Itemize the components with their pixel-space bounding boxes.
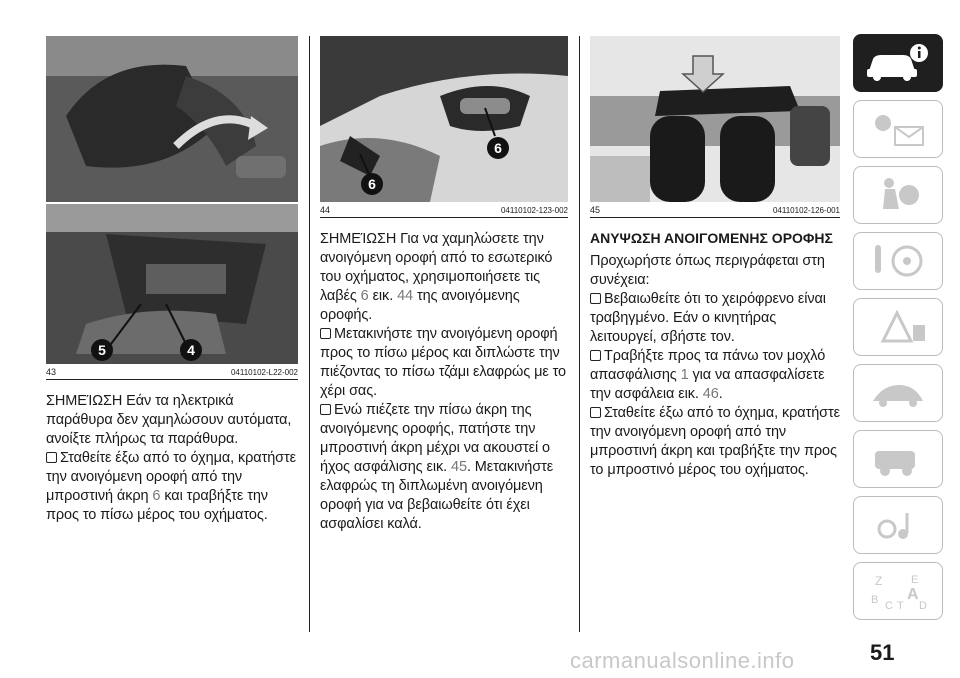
page-number: 51	[870, 640, 895, 665]
chapter-tabs	[853, 34, 943, 628]
tab-warning-lights[interactable]	[853, 100, 943, 158]
figure-43-caption	[46, 364, 298, 380]
checkbox-icon	[590, 293, 601, 304]
figure-43-bottom-photo	[46, 204, 298, 364]
tab-multimedia[interactable]	[853, 496, 943, 554]
figure-number: 45	[590, 205, 601, 215]
checkbox-icon	[320, 404, 331, 415]
figure-number: 44	[320, 205, 331, 215]
figure-44-photo	[320, 36, 568, 202]
svg-text:T: T	[897, 600, 904, 612]
figure-44-caption	[320, 202, 568, 218]
callout-6-right: 6	[494, 140, 502, 156]
checkbox-icon	[590, 350, 601, 361]
column-3	[590, 36, 840, 480]
multimedia-icon	[863, 503, 933, 547]
warning-lights-icon	[863, 107, 933, 151]
bullet-item: Μετακινήστε την ανοιγόμενη οροφή προς το πίσω μέρος και διπλώστε την πιέζοντας το πίσω τζάμι ελαφρώς με το χέρι σας.	[320, 326, 567, 399]
tab-car-info[interactable]	[853, 34, 943, 92]
bullet-item: Σταθείτε έξω από το όχημα, κρατήστε την ανοιγόμενη οροφή από την μπροστινή άκρη 6 και τραβήξτε την προς το πίσω μέρος του οχήματος.	[46, 450, 297, 523]
safety-airbag-icon	[863, 173, 933, 217]
tab-maintenance[interactable]	[853, 364, 943, 422]
section-heading: ΑΝΥΨΩΣΗ ΑΝΟΙΓΟΜΕΝΗΣ ΟΡΟΦΗΣ	[590, 230, 833, 246]
tab-safety[interactable]	[853, 166, 943, 224]
emergency-icon	[863, 305, 933, 349]
figure-45-caption	[590, 202, 840, 218]
watermark: carmanualsonline.info	[570, 648, 795, 673]
svg-text:B: B	[871, 594, 879, 606]
svg-text:Z: Z	[875, 574, 883, 588]
bullet-item: Ενώ πιέζετε την πίσω άκρη της ανοιγόμενης οροφής, πατήστε την μπροστινή άκρη μέχρι να ακουστεί ο ήχος ασφάλισης εικ. 45. Μετακινήστε ελαφρώς τη διπλωμένη ανοιγόμενη οροφή για να βεβαιωθείτε ότι έχει ασφαλίσει καλά.	[320, 402, 554, 532]
column-divider	[579, 36, 580, 632]
figure-number: 43	[46, 367, 57, 377]
checkbox-icon	[320, 328, 331, 339]
figure-code: 04110102-126-001	[772, 206, 840, 215]
callout-4: 4	[187, 342, 195, 358]
svg-text:C: C	[885, 600, 893, 612]
column-divider	[309, 36, 310, 632]
tab-emergency[interactable]	[853, 298, 943, 356]
column-2	[320, 36, 568, 534]
technical-data-icon	[863, 437, 933, 481]
figure-43-top-photo	[46, 36, 298, 202]
bullet-item: Τραβήξτε προς τα πάνω τον μοχλό απασφάλισης 1 για να απασφαλίσετε την ασφάλεια εικ. 46.	[590, 348, 826, 402]
bullet-item: Σταθείτε έξω από το όχημα, κρατήστε την ανοιγόμενη οροφή από την μπροστινή άκρη και τραβήξτε την προς το μπροστινό μέρος του οχήματος.	[590, 405, 841, 478]
figure-code: 04110102-123-002	[500, 206, 568, 215]
reference-number: 6	[152, 488, 161, 504]
note-paragraph: ΣΗΜΕΊΩΣΗ Εάν τα ηλεκτρικά παράθυρα δεν χαμηλώσουν αυτόματα, ανοίξτε πλήρως τα παράθυρα.	[46, 393, 292, 447]
svg-text:A: A	[907, 586, 919, 603]
checkbox-icon	[590, 407, 601, 418]
tab-index[interactable]	[853, 562, 943, 620]
callout-6-left: 6	[368, 176, 376, 192]
index-icon	[863, 569, 933, 613]
svg-text:D: D	[919, 600, 927, 612]
svg-text:E: E	[911, 574, 919, 586]
callout-5: 5	[98, 342, 106, 358]
figure-45-photo	[590, 36, 840, 202]
maintenance-icon	[863, 371, 933, 415]
bullet-item: Βεβαιωθείτε ότι το χειρόφρενο είναι τραβηγμένο. Εάν ο κινητήρας λειτουργεί, σβήστε τον.	[590, 291, 826, 345]
figure-code: 04110102-L22-002	[230, 368, 298, 377]
tab-technical-data[interactable]	[853, 430, 943, 488]
checkbox-icon	[46, 452, 57, 463]
starting-driving-icon	[863, 239, 933, 283]
intro-paragraph: Προχωρήστε όπως περιγράφεται στη συνέχεια:	[590, 253, 825, 288]
note-paragraph: ΣΗΜΕΊΩΣΗ Για να χαμηλώσετε την ανοιγόμενη οροφή από το εσωτερικό του οχήματος, χρησιμοποιήσετε τις λαβές 6 εικ. 44 της ανοιγόμενης οροφής.	[320, 231, 553, 323]
column-1	[46, 36, 298, 525]
car-info-icon	[863, 41, 933, 85]
tab-starting-driving[interactable]	[853, 232, 943, 290]
